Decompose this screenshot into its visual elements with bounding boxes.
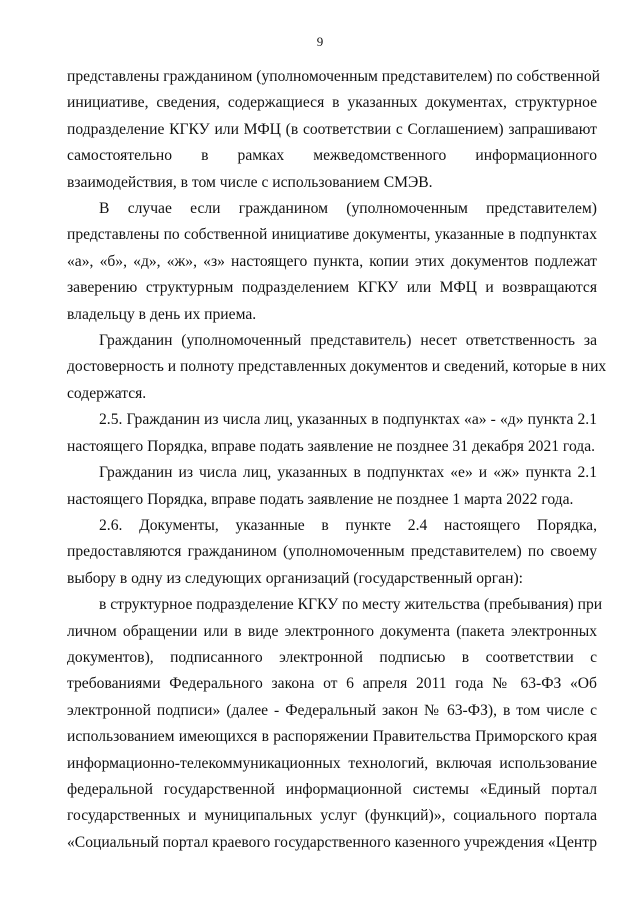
- text-line: использованием имеющихся в распоряжении Правительства Приморского края: [67, 728, 597, 746]
- text-line: документов), подписанного электронной подписью в соответствии с: [67, 648, 597, 666]
- text-line: заверению структурным подразделением КГКУ или МФЦ и возвращаются: [67, 279, 597, 297]
- text-line: «Социальный портал краевого государственного казенного учреждения «Центр: [67, 833, 598, 851]
- text-line: В случае если гражданином (уполномоченным представителем): [99, 200, 597, 218]
- text-line: настоящего Порядка, вправе подать заявление не позднее 1 марта 2022 года.: [67, 490, 574, 508]
- text-line: инициативе, сведения, содержащиеся в указанных документах, структурное: [67, 94, 597, 112]
- text-line: информационно-телекоммуникационных технологий, включая использование: [67, 754, 597, 772]
- text-line: требованиями Федерального закона от 6 апреля 2011 года № 63-ФЗ «Об: [67, 675, 597, 693]
- page-number: 9: [316, 34, 324, 49]
- text-line: Гражданин (уполномоченный представитель) несет ответственность за: [99, 332, 597, 350]
- text-line: представлены по собственной инициативе документы, указанные в подпунктах: [67, 226, 597, 244]
- text-line: федеральной государственной информационной системы «Единый портал: [67, 780, 597, 798]
- text-line: владельцу в день их приема.: [67, 305, 257, 323]
- text-line: настоящего Порядка, вправе подать заявление не позднее 31 декабря 2021 года.: [67, 437, 596, 455]
- text-line: содержатся.: [67, 384, 147, 402]
- text-line: выбору в одну из следующих организаций (государственный орган):: [67, 569, 523, 587]
- text-line: представлены гражданином (уполномоченным представителем) по собственной: [67, 68, 600, 85]
- text-line: 2.5. Гражданин из числа лиц, указанных в подпунктах «а» - «д» пункта 2.1: [99, 411, 597, 429]
- text-line: в структурное подразделение КГКУ по месту жительства (пребывания) при: [99, 596, 603, 614]
- document-body: [67, 64, 607, 856]
- text-line: предоставляются гражданином (уполномоченным представителем) по своему: [67, 543, 597, 561]
- text-line: подразделение КГКУ или МФЦ (в соответствии с Соглашением) запрашивают: [67, 120, 597, 138]
- text-line: взаимодействия, в том числе с использованием СМЭВ.: [67, 173, 433, 191]
- text-line: «а», «б», «д», «ж», «з» настоящего пункта, копии этих документов подлежат: [67, 252, 597, 270]
- text-line: достоверность и полноту представленных документов и сведений, которые в них: [67, 358, 607, 376]
- text-line: личном обращении или в виде электронного документа (пакета электронных: [67, 622, 597, 640]
- text-line: электронной подписи» (далее - Федеральный закон № 63-ФЗ), в том числе с: [67, 701, 597, 719]
- text-line: государственных и муниципальных услуг (функций)», социального портала: [67, 807, 597, 825]
- text-line: Гражданин из числа лиц, указанных в подпунктах «е» и «ж» пункта 2.1: [99, 464, 597, 482]
- text-line: самостоятельно в рамках межведомственного информационного: [67, 147, 597, 165]
- text-line: 2.6. Документы, указанные в пункте 2.4 настоящего Порядка,: [99, 516, 597, 534]
